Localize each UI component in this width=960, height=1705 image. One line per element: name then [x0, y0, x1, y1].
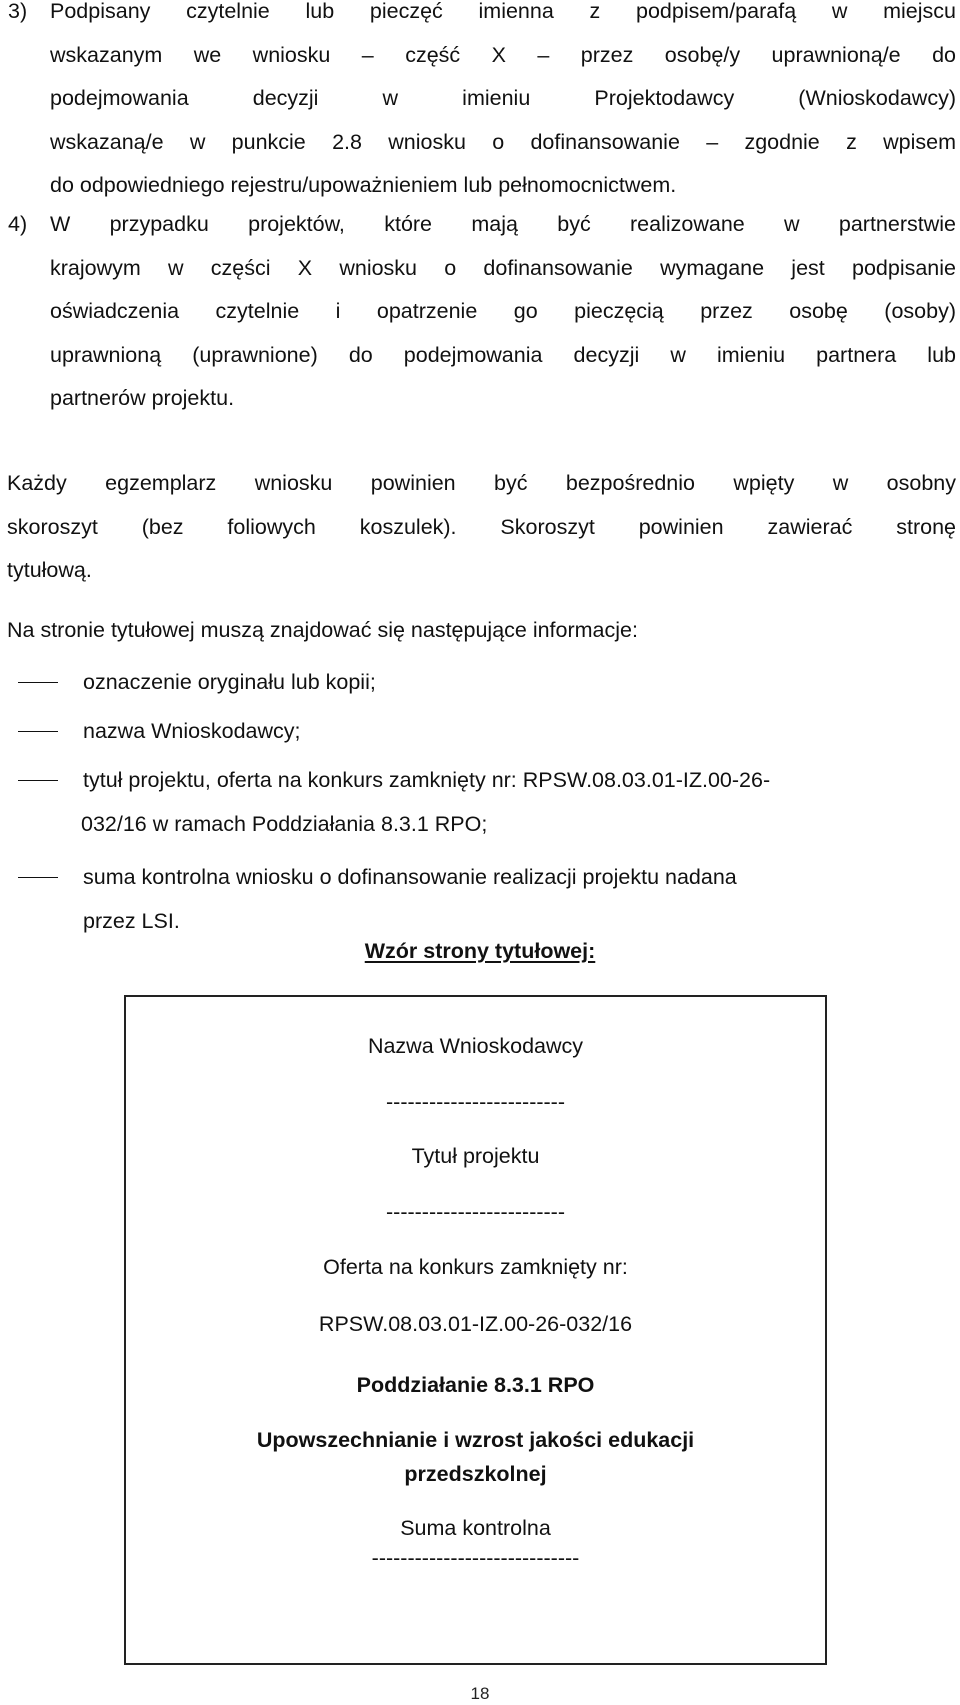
paragraph-1-line-2: skoroszyt (bez foliowych koszulek). Skoroszyt powinien zawierać stronę [7, 514, 956, 539]
separator-line: ------------------------- [386, 1090, 565, 1114]
item-text [50, 203, 956, 421]
list-item-4 [8, 203, 956, 421]
template-title: Wzór strony tytułowej: [364, 939, 596, 963]
subaction-label: Poddziałanie 8.3.1 RPO [356, 1373, 595, 1397]
item-text [50, 0, 956, 208]
item-3-line-3: podejmowania decyzji w imieniu Projektodawcy (Wnioskodawcy) [50, 86, 956, 110]
offer-number: RPSW.08.03.01-IZ.00-26-032/16 [318, 1312, 633, 1336]
dash-bullet-icon [18, 856, 83, 900]
dash-item-line-1: tytuł projektu, oferta na konkurs zamknięty nr: RPSW.08.03.01-IZ.00-26- [83, 768, 771, 792]
item-3-line-2: wskazanym we wniosku – część X – przez osobę/y uprawnioną/e do [50, 42, 956, 67]
dash-item-line-1: suma kontrolna wniosku o dofinansowanie realizacji projektu nadana [83, 865, 737, 889]
item-3-line-4: wskazaną/e w punkcie 2.8 wniosku o dofinansowanie – zgodnie z wpisem [50, 129, 956, 154]
dash-list-item [18, 856, 938, 943]
dash-bullet-icon [18, 710, 83, 754]
applicant-name-label: Nazwa Wnioskodawcy [367, 1034, 584, 1058]
title-page-template-box [124, 995, 827, 1665]
item-3-line-5: do odpowiedniego rejestru/upoważnieniem lub pełnomocnictwem. [50, 173, 677, 197]
dash-item-text [83, 856, 938, 943]
paragraph-1-line-1: Każdy egzemplarz wniosku powinien być bezpośrednio wpięty w osobny [7, 471, 956, 495]
topic-line-1: Upowszechnianie i wzrost jakości edukacji [256, 1428, 695, 1452]
dash-bullet-icon [18, 661, 83, 705]
dash-item-line-2: przez LSI. [83, 908, 180, 933]
list-item-3 [8, 0, 956, 208]
dash-item-line-2: 032/16 w ramach Poddziałania 8.3.1 RPO; [81, 811, 488, 836]
item-number: 4) [8, 212, 28, 236]
item-4-line-4: uprawnioną (uprawnione) do podejmowania decyzji w imieniu partnera lub [50, 342, 956, 367]
page-number: 18 [470, 1684, 490, 1703]
dash-bullet-icon [18, 759, 83, 803]
paragraph-1-line-3: tytułową. [7, 558, 92, 582]
project-title-label: Tytuł projektu [411, 1144, 540, 1168]
item-4-line-3: oświadczenia czytelnie i opatrzenie go pieczęcią przez osobę (osoby) [50, 299, 956, 323]
checksum-label: Suma kontrolna [400, 1516, 551, 1540]
paragraph-binding [7, 462, 956, 593]
item-3-line-1: Podpisany czytelnie lub pieczęć imienna z podpisem/parafą w miejscu [50, 0, 956, 23]
item-4-line-2: krajowym w części X wniosku o dofinansowanie wymagane jest podpisanie [50, 255, 956, 280]
dash-list-item [18, 759, 938, 846]
separator-line: ----------------------------- [371, 1546, 580, 1570]
separator-line: ------------------------- [386, 1200, 565, 1224]
paragraph-2-text: Na stronie tytułowej muszą znajdować się następujące informacje: [7, 618, 638, 642]
offer-label: Oferta na konkurs zamknięty nr: [323, 1255, 628, 1279]
item-4-line-5: partnerów projektu. [50, 386, 235, 410]
topic-line-2: przedszkolnej [404, 1462, 547, 1486]
dash-item-text: nazwa Wnioskodawcy; [83, 719, 301, 743]
paragraph-title-page-info [7, 609, 956, 653]
dash-list-item [18, 710, 938, 754]
dash-item-text: oznaczenie oryginału lub kopii; [83, 670, 376, 694]
item-number: 3) [8, 0, 28, 23]
dash-list-item [18, 661, 938, 705]
item-4-line-1: W przypadku projektów, które mają być realizowane w partnerstwie [50, 212, 956, 236]
dash-item-text [83, 759, 938, 846]
